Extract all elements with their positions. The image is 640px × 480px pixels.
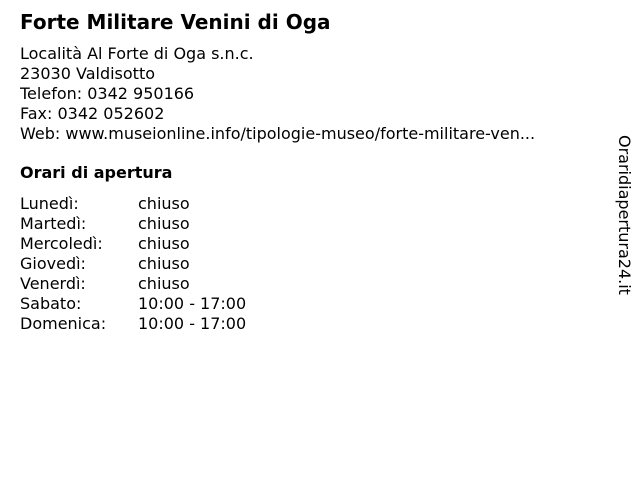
day-label: Martedì:: [20, 214, 87, 233]
hours-value: chiuso: [138, 254, 190, 273]
day-label: Giovedì:: [20, 254, 86, 273]
hours-value: chiuso: [138, 234, 190, 253]
hours-row-thursday: [20, 254, 246, 274]
hours-row-saturday: [20, 294, 246, 314]
hours-value: chiuso: [138, 274, 190, 293]
day-label: Venerdì:: [20, 274, 86, 293]
day-label: Sabato:: [20, 294, 82, 313]
address-block: [20, 44, 600, 144]
street-address: Località Al Forte di Oga s.n.c.: [20, 44, 254, 63]
hours-value: 10:00 - 17:00: [138, 294, 247, 313]
fax-number: Fax: 0342 052602: [20, 104, 165, 123]
opening-hours-heading: Orari di apertura: [20, 163, 173, 182]
phone-number: Telefon: 0342 950166: [20, 84, 195, 103]
hours-row-wednesday: [20, 234, 246, 254]
hours-value: chiuso: [138, 214, 190, 233]
website-link[interactable]: Web: www.museionline.info/tipologie-museo/forte-militare-ven...: [20, 124, 536, 143]
site-brand-vertical: Oraridiapertura24.it: [615, 135, 634, 295]
day-label: Lunedì:: [20, 194, 79, 213]
hours-row-friday: [20, 274, 246, 294]
opening-hours-table: [20, 194, 246, 334]
hours-row-monday: [20, 194, 246, 214]
hours-value: chiuso: [138, 194, 190, 213]
hours-row-tuesday: [20, 214, 246, 234]
hours-value: 10:00 - 17:00: [138, 314, 247, 333]
day-label: Mercoledì:: [20, 234, 103, 253]
city-postal-code: 23030 Valdisotto: [20, 64, 155, 83]
day-label: Domenica:: [20, 314, 107, 333]
hours-row-sunday: [20, 314, 246, 334]
page-title: Forte Militare Venini di Oga: [20, 10, 331, 34]
